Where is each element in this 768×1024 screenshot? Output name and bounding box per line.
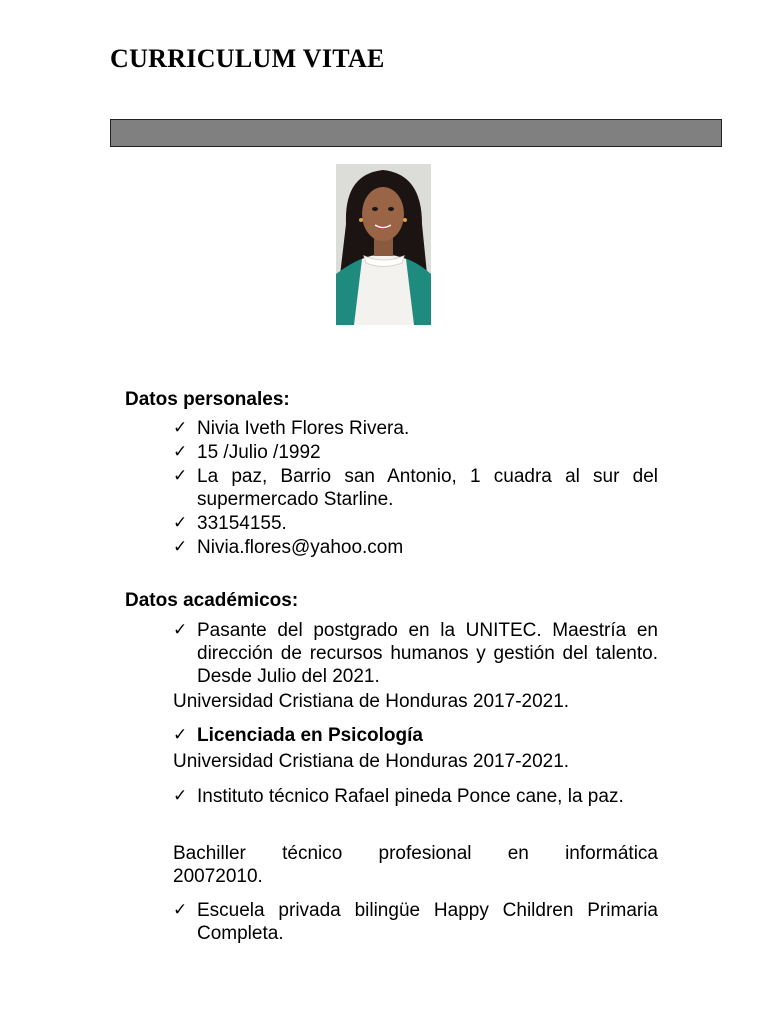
academic-institute-item <box>173 785 658 808</box>
check-icon: ✓ <box>173 537 188 557</box>
check-icon: ✓ <box>173 418 188 438</box>
check-icon: ✓ <box>173 900 188 920</box>
academic-university-1: Universidad Cristiana de Honduras 2017-2021. <box>173 691 570 712</box>
list-item <box>173 536 658 559</box>
header-bar <box>110 119 722 147</box>
list-item <box>173 417 658 440</box>
list-item <box>173 724 658 747</box>
personal-list <box>173 417 658 559</box>
personal-birthdate: 15 /Julio /1992 <box>197 442 321 463</box>
personal-phone: 33154155. <box>197 513 287 534</box>
list-item <box>173 465 658 511</box>
personal-heading: Datos personales: <box>125 389 290 410</box>
bachiller-line-1: Bachiller técnico profesional en informática <box>173 843 658 864</box>
profile-photo <box>336 164 431 325</box>
academic-postgrad: Pasante del postgrado en la UNITEC. Maestría en dirección de recursos humanos y gestión del talento. Desde Julio del 2021. <box>197 620 658 687</box>
list-item <box>173 619 658 688</box>
academic-degree-item <box>173 724 658 747</box>
academic-school-item <box>173 899 658 945</box>
personal-name: Nivia Iveth Flores Rivera. <box>197 418 410 439</box>
check-icon: ✓ <box>173 466 188 486</box>
list-item <box>173 441 658 464</box>
check-icon: ✓ <box>173 725 188 745</box>
academic-degree: Licenciada en Psicología <box>197 725 423 746</box>
academic-institute: Instituto técnico Rafael pineda Ponce cane, la paz. <box>197 786 624 807</box>
academic-university-2: Universidad Cristiana de Honduras 2017-2021. <box>173 751 570 772</box>
academic-bachiller <box>173 842 658 888</box>
check-icon: ✓ <box>173 442 188 462</box>
academic-postgrad-item <box>173 619 658 688</box>
personal-email: Nivia.flores@yahoo.com <box>197 537 404 558</box>
list-item <box>173 899 658 945</box>
page-title: CURRICULUM VITAE <box>110 44 385 73</box>
check-icon: ✓ <box>173 620 188 640</box>
personal-address: La paz, Barrio san Antonio, 1 cuadra al sur del supermercado Starline. <box>197 466 658 510</box>
academic-heading: Datos académicos: <box>125 590 299 611</box>
list-item <box>173 512 658 535</box>
check-icon: ✓ <box>173 786 188 806</box>
check-icon: ✓ <box>173 513 188 533</box>
academic-school: Escuela privada bilingüe Happy Children Primaria Completa. <box>197 900 658 944</box>
bachiller-line-2: 20072010. <box>173 866 263 887</box>
list-item <box>173 785 658 808</box>
